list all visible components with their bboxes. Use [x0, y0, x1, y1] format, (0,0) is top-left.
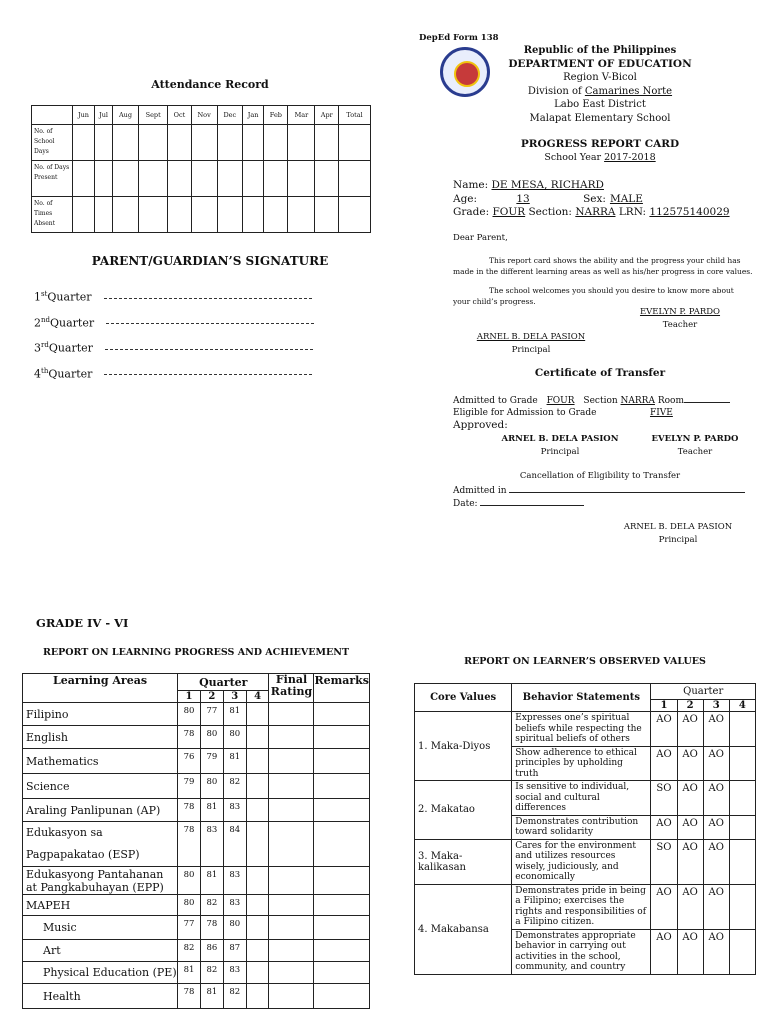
learning-remarks: [314, 916, 370, 940]
attendance-row-label: No. of Days Present: [32, 161, 73, 197]
values-mark: AO: [703, 929, 729, 974]
values-quarter-num: 2: [677, 700, 703, 712]
cancellation-date: Date:: [453, 498, 753, 511]
learning-area-name: Health: [23, 984, 178, 1009]
quarter-label: Quarter: [47, 290, 92, 304]
values-quarter-num: 4: [729, 700, 755, 712]
learning-final-rating: [269, 822, 314, 867]
letter-teacher: EVELYN P. PARDO Teacher: [639, 307, 721, 330]
learning-grade: 80: [223, 726, 246, 749]
learning-grade: [246, 962, 269, 984]
learning-quarter-num: 4: [246, 691, 269, 703]
learning-remarks: [314, 749, 370, 774]
attendance-cell: [95, 161, 113, 197]
attendance-row: [32, 125, 371, 161]
values-mark: AO: [651, 815, 677, 839]
learning-grade: 83: [223, 867, 246, 895]
values-quarter-num: 1: [651, 700, 677, 712]
region: Region V-Bicol: [563, 72, 637, 83]
learning-title: REPORT ON LEARNING PROGRESS AND ACHIEVEMENT: [42, 647, 350, 658]
attendance-cell: [288, 197, 315, 233]
values-mark: SO: [651, 839, 677, 884]
values-mark: AO: [703, 884, 729, 929]
learning-row: [23, 822, 370, 867]
values-mark: [729, 839, 755, 884]
school-year: School Year 2017-2018: [544, 152, 656, 163]
learning-grade: 76: [178, 749, 201, 774]
department: DEPARTMENT OF EDUCATION: [508, 57, 692, 70]
values-mark: AO: [703, 712, 729, 747]
behavior-statement: Demonstrates appropriate behavior in carrying out activities in the school, community, and country: [512, 929, 651, 974]
learning-grade: 80: [200, 726, 223, 749]
district: Labo East District: [554, 99, 646, 110]
attendance-month: Sept: [138, 106, 168, 125]
values-mark: AO: [703, 815, 729, 839]
learning-area-name: Art: [23, 940, 178, 962]
transfer-admitted: Admitted to Grade FOUR Section NARRA Room: [453, 395, 753, 407]
values-mark: AO: [677, 746, 703, 781]
attendance-cell: [217, 161, 242, 197]
quarter-label: Quarter: [48, 367, 93, 381]
letter-paragraph-1: This report card shows the ability and the progress your child has made in the different learning areas as well as his/her progress in core values.: [453, 256, 753, 276]
values-row: [415, 781, 756, 816]
learning-col-final: Final Rating: [269, 674, 314, 703]
learning-col-quarter: Quarter: [178, 674, 269, 691]
values-mark: [729, 712, 755, 747]
values-col-quarter: Quarter: [651, 684, 756, 700]
values-quarter-num: 3: [703, 700, 729, 712]
learning-grade: [246, 916, 269, 940]
behavior-statement: Expresses one’s spiritual beliefs while respecting the spiritual beliefs of others: [512, 712, 651, 747]
attendance-month: Oct: [168, 106, 191, 125]
attendance-cell: [217, 125, 242, 161]
attendance-month: Aug: [113, 106, 139, 125]
learning-remarks: [314, 703, 370, 726]
learning-grade: 80: [178, 867, 201, 895]
attendance-month: Jan: [242, 106, 263, 125]
attendance-month: Dec: [217, 106, 242, 125]
learning-grade: 84: [223, 822, 246, 867]
learning-grade: 83: [223, 799, 246, 822]
values-table: [414, 683, 756, 975]
attendance-month: Jun: [73, 106, 95, 125]
attendance-row-label: No. of Times Absent: [32, 197, 73, 233]
attendance-cell: [315, 161, 339, 197]
learning-grade: 83: [223, 895, 246, 916]
attendance-cell: [264, 125, 288, 161]
learning-row: [23, 916, 370, 940]
attendance-cell: [73, 161, 95, 197]
learning-row: [23, 749, 370, 774]
learning-grade: 81: [200, 984, 223, 1009]
learning-remarks: [314, 895, 370, 916]
attendance-cell: [288, 161, 315, 197]
attendance-cell: [138, 125, 168, 161]
attendance-cell: [168, 161, 191, 197]
attendance-cell: [191, 161, 217, 197]
transfer-principal: ARNEL B. DELA PASION Principal: [501, 434, 619, 457]
learning-row: [23, 867, 370, 895]
learning-grade: 79: [178, 774, 201, 799]
cancellation-admitted: Admitted in: [453, 485, 753, 498]
attendance-table: [31, 105, 371, 233]
learning-grade: 77: [200, 703, 223, 726]
learning-area-name: MAPEH: [23, 895, 178, 916]
learning-row: [23, 703, 370, 726]
values-mark: AO: [677, 884, 703, 929]
learning-row: [23, 726, 370, 749]
signature-quarter-row: [34, 341, 314, 367]
attendance-cell: [288, 125, 315, 161]
learning-grade: 82: [223, 984, 246, 1009]
quarter-label: Quarter: [50, 316, 95, 330]
values-mark: [729, 781, 755, 816]
behavior-statement: Is sensitive to individual, social and cultural differences: [512, 781, 651, 816]
attendance-cell: [113, 161, 139, 197]
learning-final-rating: [269, 867, 314, 895]
republic: Republic of the Philippines: [523, 45, 677, 56]
learning-grade: 78: [200, 916, 223, 940]
values-mark: AO: [677, 712, 703, 747]
attendance-cell: [95, 197, 113, 233]
attendance-cell: [264, 197, 288, 233]
values-mark: AO: [651, 884, 677, 929]
attendance-month: Mar: [288, 106, 315, 125]
attendance-cell: [95, 125, 113, 161]
quarter-suffix: th: [41, 366, 49, 375]
values-mark: AO: [703, 746, 729, 781]
quarter-suffix: st: [41, 290, 48, 298]
transfer-title: Certificate of Transfer: [534, 367, 666, 379]
attendance-row: [32, 161, 371, 197]
attendance-month: Total: [339, 106, 371, 125]
learning-grade: 77: [178, 916, 201, 940]
behavior-statement: Demonstrates pride in being a Filipino; exercises the rights and responsibilities of a Filipino citizen.: [512, 884, 651, 929]
values-mark: AO: [677, 839, 703, 884]
school-header: [440, 44, 760, 125]
values-row: [415, 839, 756, 884]
attendance-cell: [264, 161, 288, 197]
transfer-teacher: EVELYN P. PARDO Teacher: [651, 434, 739, 457]
attendance-cell: [339, 125, 371, 161]
learning-final-rating: [269, 916, 314, 940]
learning-final-rating: [269, 703, 314, 726]
core-value-name: 3. Maka-kalikasan: [415, 839, 512, 884]
quarter-number: 2: [34, 316, 41, 330]
signature-line[interactable]: [104, 373, 312, 375]
learning-grade: 78: [178, 822, 201, 867]
learning-row: [23, 774, 370, 799]
attendance-title: Attendance Record: [151, 78, 269, 91]
cancellation-principal: ARNEL B. DELA PASION Principal: [623, 522, 733, 545]
learning-grade: 80: [223, 916, 246, 940]
learning-area-name: Science: [23, 774, 178, 799]
letter-paragraph-2: The school welcomes you should you desire to know more about your child’s progress.: [453, 286, 734, 306]
signature-quarter-row: [34, 367, 314, 393]
attendance-cell: [217, 197, 242, 233]
learning-grade: [246, 984, 269, 1009]
signature-line[interactable]: [106, 322, 314, 324]
quarter-suffix: rd: [41, 341, 49, 350]
values-mark: AO: [651, 746, 677, 781]
learning-remarks: [314, 867, 370, 895]
learning-grade: 78: [178, 726, 201, 749]
student-name-row: Name: DE MESA, RICHARD: [453, 179, 604, 191]
learning-quarter-num: 1: [178, 691, 201, 703]
card-title: PROGRESS REPORT CARD: [520, 138, 680, 150]
division: Division of Camarines Norte: [527, 85, 673, 97]
student-info: [453, 179, 763, 220]
values-mark: [729, 815, 755, 839]
learning-row: [23, 984, 370, 1009]
learning-quarter-num: 2: [200, 691, 223, 703]
learning-grade: 80: [178, 703, 201, 726]
learning-area-name: Filipino: [23, 703, 178, 726]
learning-grade: 82: [200, 895, 223, 916]
learning-area-name: Music: [23, 916, 178, 940]
learning-remarks: [314, 984, 370, 1009]
attendance-cell: [191, 197, 217, 233]
learning-row: [23, 895, 370, 916]
learning-final-rating: [269, 799, 314, 822]
core-value-name: 4. Makabansa: [415, 884, 512, 974]
learning-grade: 87: [223, 940, 246, 962]
quarter-suffix: nd: [41, 315, 50, 324]
learning-remarks: [314, 940, 370, 962]
learning-remarks: [314, 799, 370, 822]
cancellation-body: [453, 485, 753, 510]
attendance-month: Jul: [95, 106, 113, 125]
transfer-body: [453, 395, 753, 431]
signature-list: [34, 290, 314, 392]
learning-row: [23, 962, 370, 984]
attendance-month: Feb: [264, 106, 288, 125]
learning-grade: 81: [200, 799, 223, 822]
values-mark: AO: [677, 929, 703, 974]
quarter-number: 1: [34, 290, 41, 304]
behavior-statement: Cares for the environment and utilizes resources wisely, judiciously, and economically: [512, 839, 651, 884]
attendance-cell: [191, 125, 217, 161]
values-mark: [729, 884, 755, 929]
salutation: Dear Parent,: [453, 233, 508, 243]
learning-grade: 83: [223, 962, 246, 984]
school-name: Malapat Elementary School: [529, 112, 671, 124]
signature-line[interactable]: [104, 297, 312, 299]
learning-grade: 81: [200, 867, 223, 895]
values-mark: AO: [651, 929, 677, 974]
learning-grade: 78: [178, 799, 201, 822]
learning-grade: [246, 822, 269, 867]
attendance-cell: [242, 161, 263, 197]
values-mark: AO: [703, 839, 729, 884]
attendance-cell: [339, 161, 371, 197]
signature-quarter-row: [34, 290, 314, 316]
learning-col-area: Learning Areas: [23, 674, 178, 703]
learning-grade: [246, 774, 269, 799]
attendance-cell: [315, 125, 339, 161]
attendance-row-label: No. of School Days: [32, 125, 73, 161]
attendance-month: Nov: [191, 106, 217, 125]
attendance-cell: [73, 197, 95, 233]
form-code: DepEd Form 138: [419, 33, 499, 43]
learning-remarks: [314, 726, 370, 749]
attendance-cell: [138, 161, 168, 197]
learning-grade: 79: [200, 749, 223, 774]
values-mark: AO: [703, 781, 729, 816]
learning-remarks: [314, 774, 370, 799]
learning-grade: 80: [200, 774, 223, 799]
behavior-statement: Show adherence to ethical principles by upholding truth: [512, 746, 651, 781]
attendance-cell: [339, 197, 371, 233]
learning-quarter-num: 3: [223, 691, 246, 703]
learning-grade: [246, 703, 269, 726]
behavior-statement: Demonstrates contribution toward solidarity: [512, 815, 651, 839]
attendance-corner: [32, 106, 73, 125]
signature-title: PARENT/GUARDIAN’S SIGNATURE: [91, 254, 329, 268]
learning-grade: [246, 726, 269, 749]
learning-area-name: English: [23, 726, 178, 749]
values-mark: AO: [677, 815, 703, 839]
learning-area-name: Mathematics: [23, 749, 178, 774]
core-value-name: 1. Maka-Diyos: [415, 712, 512, 781]
learning-final-rating: [269, 726, 314, 749]
attendance-cell: [242, 197, 263, 233]
learning-remarks: [314, 962, 370, 984]
values-row: [415, 884, 756, 929]
learning-grade: [246, 799, 269, 822]
values-mark: [729, 929, 755, 974]
quarter-label: Quarter: [48, 341, 93, 355]
signature-quarter-row: [34, 316, 314, 342]
learning-col-remarks: Remarks: [314, 674, 370, 703]
learning-grade: 82: [178, 940, 201, 962]
values-col-core: Core Values: [415, 684, 512, 712]
learning-final-rating: [269, 774, 314, 799]
attendance-cell: [113, 197, 139, 233]
grade-heading: GRADE IV - VI: [36, 616, 129, 630]
learning-area-name: Araling Panlipunan (AP): [23, 799, 178, 822]
learning-row: [23, 940, 370, 962]
learning-grade: 82: [223, 774, 246, 799]
learning-final-rating: [269, 984, 314, 1009]
values-mark: [729, 746, 755, 781]
learning-grade: 80: [178, 895, 201, 916]
attendance-month: Apr: [315, 106, 339, 125]
learning-row: [23, 799, 370, 822]
values-title: REPORT ON LEARNER’S OBSERVED VALUES: [464, 656, 706, 667]
attendance-cell: [242, 125, 263, 161]
learning-final-rating: [269, 962, 314, 984]
learning-grade: 82: [200, 962, 223, 984]
learning-grade: 83: [200, 822, 223, 867]
learning-grade: [246, 895, 269, 916]
learning-final-rating: [269, 749, 314, 774]
learning-area-name: Edukasyong Pantahanan at Pangkabuhayan (EPP): [23, 867, 178, 895]
attendance-cell: [168, 197, 191, 233]
learning-grade: [246, 749, 269, 774]
quarter-number: 4: [34, 367, 41, 381]
values-mark: AO: [677, 781, 703, 816]
attendance-cell: [138, 197, 168, 233]
learning-area-name: Edukasyon sa Pagpapakatao (ESP): [23, 822, 178, 867]
learning-area-name: Physical Education (PE): [23, 962, 178, 984]
attendance-cell: [168, 125, 191, 161]
student-age-row: Age: 13 Sex: MALE: [453, 192, 643, 205]
letter-principal: ARNEL B. DELA PASION Principal: [476, 332, 586, 355]
learning-final-rating: [269, 940, 314, 962]
values-mark: SO: [651, 781, 677, 816]
attendance-cell: [113, 125, 139, 161]
attendance-cell: [315, 197, 339, 233]
values-col-behavior: Behavior Statements: [512, 684, 651, 712]
signature-line[interactable]: [105, 348, 313, 350]
transfer-approved: Approved:: [453, 419, 508, 431]
learning-grade: [246, 940, 269, 962]
learning-remarks: [314, 822, 370, 867]
learning-grade: 78: [178, 984, 201, 1009]
learning-grade: [246, 867, 269, 895]
learning-table: [22, 673, 370, 1009]
values-row: [415, 712, 756, 747]
cancellation-title: Cancellation of Eligibility to Transfer: [519, 471, 681, 481]
core-value-name: 2. Makatao: [415, 781, 512, 840]
quarter-number: 3: [34, 341, 41, 355]
learning-grade: 81: [223, 703, 246, 726]
learning-final-rating: [269, 895, 314, 916]
transfer-eligible: Eligible for Admission to Grade FIVE: [453, 408, 673, 418]
values-mark: AO: [651, 712, 677, 747]
learning-grade: 81: [223, 749, 246, 774]
learning-grade: 86: [200, 940, 223, 962]
learning-grade: 81: [178, 962, 201, 984]
attendance-row: [32, 197, 371, 233]
attendance-cell: [73, 125, 95, 161]
student-grade-row: Grade: FOUR Section: NARRA LRN: 112575140029: [453, 206, 730, 218]
